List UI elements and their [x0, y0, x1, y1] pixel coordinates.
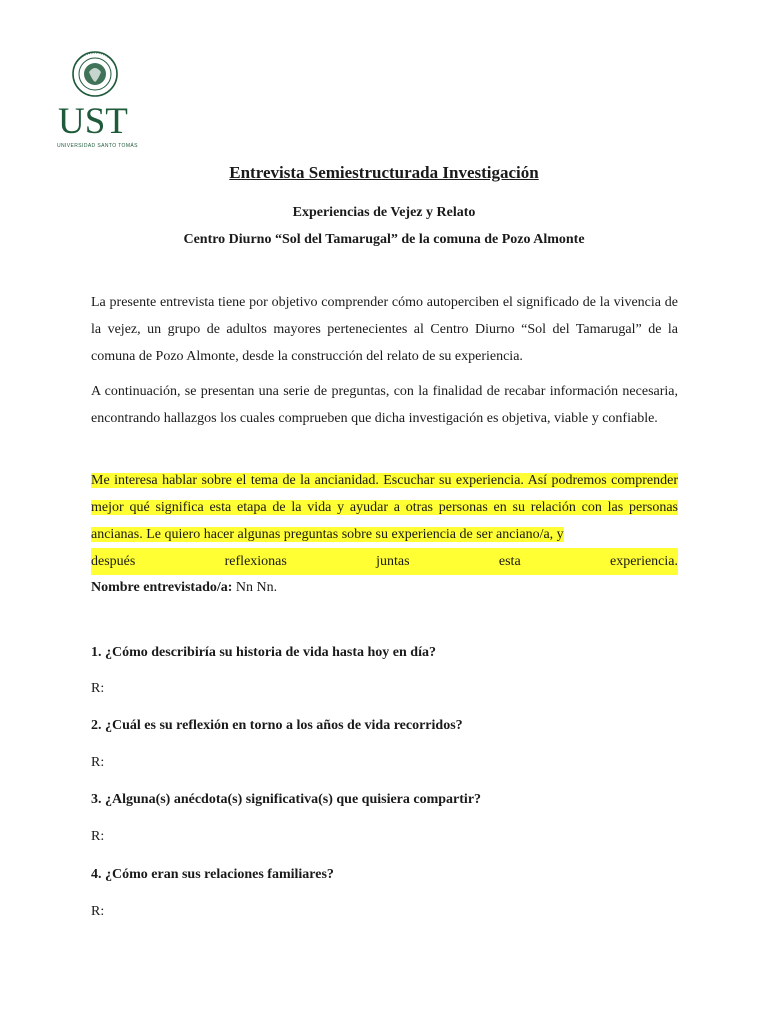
document-subtitle-2: Centro Diurno “Sol del Tamarugal” de la comuna de Pozo Almonte: [183, 232, 585, 247]
answer-4: R:: [91, 904, 105, 919]
logo-subtitle: UNIVERSIDAD SANTO TOMÁS: [57, 143, 138, 149]
logo-letters: UST: [58, 101, 128, 142]
answer-3: R:: [91, 829, 105, 844]
question-1: 1. ¿Cómo describiría su historia de vida hasta hoy en día?: [91, 645, 436, 660]
intro-paragraph: La presente entrevista tiene por objetivo comprender cómo autoperciben el significado de la vivencia de la vejez, un grupo de adultos mayores pertenecientes al Centro Diurno “Sol del Tamarugal” de la comuna de Pozo Almonte, desde la construcción del relato de su experiencia.: [91, 295, 678, 364]
question-3: 3. ¿Alguna(s) anécdota(s) significativa(s) que quisiera compartir?: [91, 792, 482, 807]
answer-1: R:: [91, 681, 105, 696]
document-subtitle-1: Experiencias de Vejez y Relato: [292, 205, 476, 220]
question-2: 2. ¿Cuál es su reflexión en torno a los años de vida recorridos?: [91, 718, 463, 733]
highlighted-paragraph: [91, 467, 678, 575]
interviewee-label: Nombre entrevistado/a:: [91, 580, 233, 595]
highlighted-text-last-line: después reflexionas juntas esta experiencia.: [91, 548, 678, 575]
interviewee-line: [91, 580, 277, 596]
ust-logo: [56, 50, 136, 154]
question-4: 4. ¿Cómo eran sus relaciones familiares?: [91, 867, 334, 882]
document-title: Entrevista Semiestructurada Investigación: [229, 163, 539, 182]
answer-2: R:: [91, 755, 105, 770]
university-seal-icon: [56, 50, 136, 102]
interviewee-value: Nn Nn.: [235, 580, 278, 595]
highlighted-text: Me interesa hablar sobre el tema de la ancianidad. Escuchar su experiencia. Así podremos comprender mejor qué significa esta etapa de la vida y ayudar a otras personas en su relación con las personas ancianas. Le quiero hacer algunas preguntas sobre su experiencia de ser anciano/a, y: [91, 473, 678, 542]
purpose-paragraph: A continuación, se presentan una serie de preguntas, con la finalidad de recabar información necesaria, encontrando hallazgos los cuales comprueben que dicha investigación es objetiva, viable y confiable.: [91, 384, 678, 426]
